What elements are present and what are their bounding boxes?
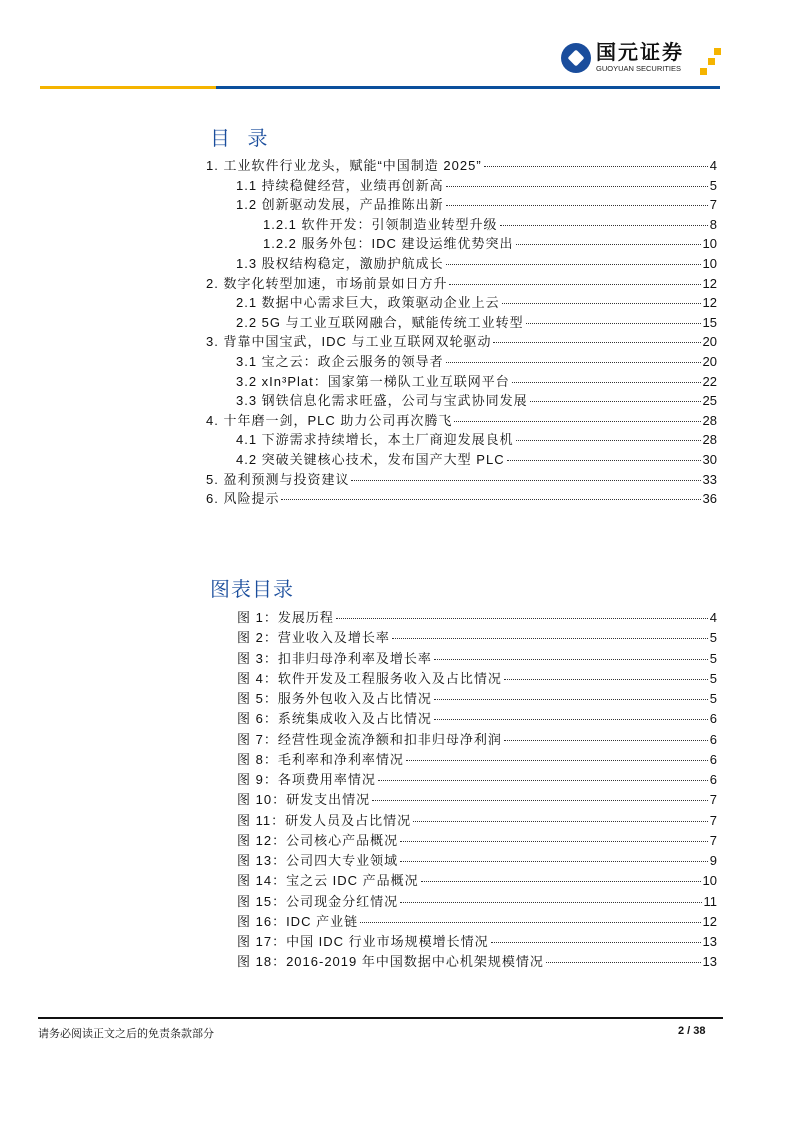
dot-leader <box>516 440 701 441</box>
figure-entry[interactable] <box>237 953 717 971</box>
figure-entry[interactable] <box>237 791 717 809</box>
dot-leader <box>446 205 708 206</box>
dot-leader <box>504 740 708 741</box>
toc-title: 目 录 <box>210 128 274 150</box>
entry-label: 图 7：经营性现金流净额和扣非归母净利润 <box>237 731 502 747</box>
dot-leader <box>360 922 700 923</box>
entry-label: 3.2 xIn³Plat：国家第一梯队工业互联网平台 <box>236 373 510 389</box>
entry-page: 33 <box>702 471 717 487</box>
logo-english-name: GUOYUAN SECURITIES <box>596 64 682 73</box>
dot-leader <box>484 166 708 167</box>
figure-entry[interactable] <box>237 670 717 688</box>
entry-page: 13 <box>702 934 717 949</box>
entry-label: 3. 背靠中国宝武，IDC 与工业互联网双轮驱动 <box>206 334 492 350</box>
toc-entry[interactable] <box>206 333 717 351</box>
entry-label: 图 16：IDC 产业链 <box>237 913 359 929</box>
dot-leader <box>446 264 701 265</box>
entry-label: 图 1：发展历程 <box>237 610 334 625</box>
logo-chinese-name: 国元证券 <box>596 42 684 64</box>
figures-title: 图表目录 <box>210 579 294 601</box>
logo-emblem-icon <box>561 43 591 73</box>
figure-entry[interactable] <box>237 832 717 850</box>
entry-label: 图 12：公司核心产品概况 <box>237 832 399 848</box>
toc-entry[interactable] <box>236 255 717 273</box>
toc-entry[interactable] <box>236 294 717 312</box>
entry-label: 图 3：扣非归母净利率及增长率 <box>237 650 432 666</box>
entry-page: 30 <box>702 452 717 467</box>
entry-page: 11 <box>703 893 717 909</box>
entry-page: 6 <box>709 711 717 727</box>
entry-label: 图 5：服务外包收入及占比情况 <box>237 691 432 706</box>
entry-label: 5. 盈利预测与投资建议 <box>206 471 350 487</box>
header-rule-gold <box>40 86 216 89</box>
entry-label: 1.2 创新驱动发展，产品推陈出新 <box>236 197 444 213</box>
dot-leader <box>421 881 701 882</box>
dot-leader <box>400 841 708 842</box>
entry-label: 3.3 钢铁信息化需求旺盛，公司与宝武协同发展 <box>236 393 528 409</box>
entry-label: 图 13：公司四大专业领域 <box>237 853 399 868</box>
entry-label: 4.1 下游需求持续增长，本土厂商迎发展良机 <box>236 432 514 448</box>
entry-label: 3.1 宝之云：政企云服务的领导者 <box>236 354 444 369</box>
entry-label: 图 14：宝之云 IDC 产品概况 <box>237 873 419 889</box>
toc-entry[interactable] <box>206 490 717 508</box>
header-rule-blue <box>216 86 720 89</box>
dot-leader <box>434 719 708 720</box>
figure-entry[interactable] <box>237 872 717 890</box>
entry-page: 5 <box>709 177 717 193</box>
entry-label: 1. 工业软件行业龙头，赋能“中国制造 2025” <box>206 158 482 173</box>
entry-label: 图 6：系统集成收入及占比情况 <box>237 711 432 727</box>
entry-label: 4.2 突破关键核心技术，发布国产大型 PLC <box>236 452 505 467</box>
toc-entry[interactable] <box>206 275 717 293</box>
logo-square-icon <box>700 68 707 75</box>
entry-label: 图 15：公司现金分红情况 <box>237 893 399 909</box>
figure-entry[interactable] <box>237 751 717 769</box>
toc-entry[interactable] <box>236 373 717 391</box>
dot-leader <box>454 421 700 422</box>
entry-page: 12 <box>702 913 717 929</box>
figure-entry[interactable] <box>237 650 717 668</box>
entry-label: 1.1 持续稳健经营，业绩再创新高 <box>236 177 444 193</box>
entry-label: 2.1 数据中心需求巨大，政策驱动企业上云 <box>236 295 500 311</box>
figure-entry[interactable] <box>237 913 717 931</box>
entry-page: 9 <box>709 853 717 868</box>
toc-entry[interactable] <box>206 157 717 175</box>
entry-page: 6 <box>709 751 717 767</box>
logo-square-icon <box>714 48 721 55</box>
dot-leader <box>351 480 700 481</box>
dot-leader <box>502 303 701 304</box>
entry-page: 7 <box>709 832 717 848</box>
entry-page: 8 <box>709 216 717 232</box>
entry-label: 图 4：软件开发及工程服务收入及占比情况 <box>237 670 502 686</box>
dot-leader <box>449 284 700 285</box>
figure-entry[interactable] <box>237 731 717 749</box>
entry-page: 10 <box>702 873 717 889</box>
entry-page: 15 <box>702 314 717 330</box>
toc-entry[interactable] <box>236 451 717 469</box>
entry-page: 5 <box>709 630 717 646</box>
toc-entry[interactable] <box>236 392 717 410</box>
entry-page: 20 <box>702 334 717 350</box>
dot-leader <box>281 499 700 500</box>
dot-leader <box>372 800 708 801</box>
figure-entry[interactable] <box>237 852 717 870</box>
entry-page: 10 <box>702 236 717 252</box>
figure-entry[interactable] <box>237 609 717 627</box>
entry-label: 图 11：研发人员及占比情况 <box>237 812 412 828</box>
toc-entry[interactable] <box>236 314 717 332</box>
footer-rule <box>38 1017 723 1019</box>
entry-page: 12 <box>702 275 717 291</box>
entry-label: 图 8：毛利率和净利率情况 <box>237 751 404 767</box>
figure-entry[interactable] <box>237 893 717 911</box>
entry-page: 10 <box>702 256 717 271</box>
entry-page: 5 <box>709 670 717 686</box>
entry-page: 4 <box>709 158 717 173</box>
entry-page: 22 <box>702 373 717 389</box>
dot-leader <box>413 821 708 822</box>
dot-leader <box>406 760 708 761</box>
entry-page: 28 <box>702 432 717 448</box>
entry-label: 1.2.2 服务外包：IDC 建设运维优势突出 <box>263 236 514 252</box>
entry-label: 图 18：2016-2019 年中国数据中心机架规模情况 <box>237 954 544 970</box>
dot-leader <box>446 186 708 187</box>
entry-label: 1.2.1 软件开发：引领制造业转型升级 <box>263 216 498 232</box>
figure-entry[interactable] <box>237 812 717 830</box>
entry-page: 20 <box>702 354 717 369</box>
dot-leader <box>446 362 701 363</box>
dot-leader <box>512 382 701 383</box>
figure-entry[interactable] <box>237 629 717 647</box>
entry-page: 25 <box>702 393 717 409</box>
toc-entry[interactable] <box>236 353 717 371</box>
entry-label: 图 10：研发支出情况 <box>237 792 371 808</box>
entry-page: 7 <box>709 792 717 808</box>
dot-leader <box>504 679 708 680</box>
dot-leader <box>516 244 701 245</box>
dot-leader <box>530 401 701 402</box>
toc-entry[interactable] <box>206 412 717 430</box>
entry-label: 6. 风险提示 <box>206 491 280 507</box>
company-logo <box>561 42 684 73</box>
entry-page: 36 <box>702 491 717 507</box>
dot-leader <box>400 902 701 903</box>
entry-page: 28 <box>702 412 717 428</box>
toc-entry[interactable] <box>263 235 717 253</box>
figure-entry[interactable] <box>237 933 717 951</box>
entry-label: 2. 数字化转型加速，市场前景如日方升 <box>206 275 448 291</box>
dot-leader <box>526 323 701 324</box>
entry-label: 4. 十年磨一剑，PLC 助力公司再次腾飞 <box>206 412 453 428</box>
dot-leader <box>500 225 708 226</box>
dot-leader <box>491 942 701 943</box>
dot-leader <box>493 342 700 343</box>
toc-entry[interactable] <box>263 216 717 234</box>
toc-entry[interactable] <box>236 431 717 449</box>
entry-page: 4 <box>709 610 717 625</box>
entry-label: 1.3 股权结构稳定，激励护航成长 <box>236 256 444 271</box>
entry-page: 13 <box>702 954 717 970</box>
entry-label: 图 17：中国 IDC 行业市场规模增长情况 <box>237 934 489 949</box>
logo-square-icon <box>708 58 715 65</box>
entry-page: 5 <box>709 691 717 706</box>
toc-entry[interactable] <box>236 196 717 214</box>
footer-page-number: 2 / 38 <box>678 1025 706 1037</box>
dot-leader <box>434 699 708 700</box>
dot-leader <box>378 780 708 781</box>
dot-leader <box>392 638 708 639</box>
dot-leader <box>507 460 701 461</box>
entry-page: 7 <box>709 197 717 213</box>
entry-label: 图 9：各项费用率情况 <box>237 772 376 787</box>
dot-leader <box>434 659 708 660</box>
toc-entry[interactable] <box>206 471 717 489</box>
figure-entry[interactable] <box>237 690 717 708</box>
entry-label: 2.2 5G 与工业互联网融合，赋能传统工业转型 <box>236 314 524 330</box>
dot-leader <box>336 618 708 619</box>
entry-page: 6 <box>709 772 717 787</box>
entry-page: 7 <box>709 812 717 828</box>
dot-leader <box>400 861 708 862</box>
dot-leader <box>546 962 701 963</box>
entry-label: 图 2：营业收入及增长率 <box>237 630 390 646</box>
figure-entry[interactable] <box>237 771 717 789</box>
entry-page: 6 <box>709 731 717 747</box>
toc-entry[interactable] <box>236 177 717 195</box>
figure-entry[interactable] <box>237 710 717 728</box>
entry-page: 5 <box>709 650 717 666</box>
entry-page: 12 <box>702 295 717 311</box>
footer-disclaimer: 请务必阅读正文之后的免责条款部分 <box>38 1027 214 1040</box>
